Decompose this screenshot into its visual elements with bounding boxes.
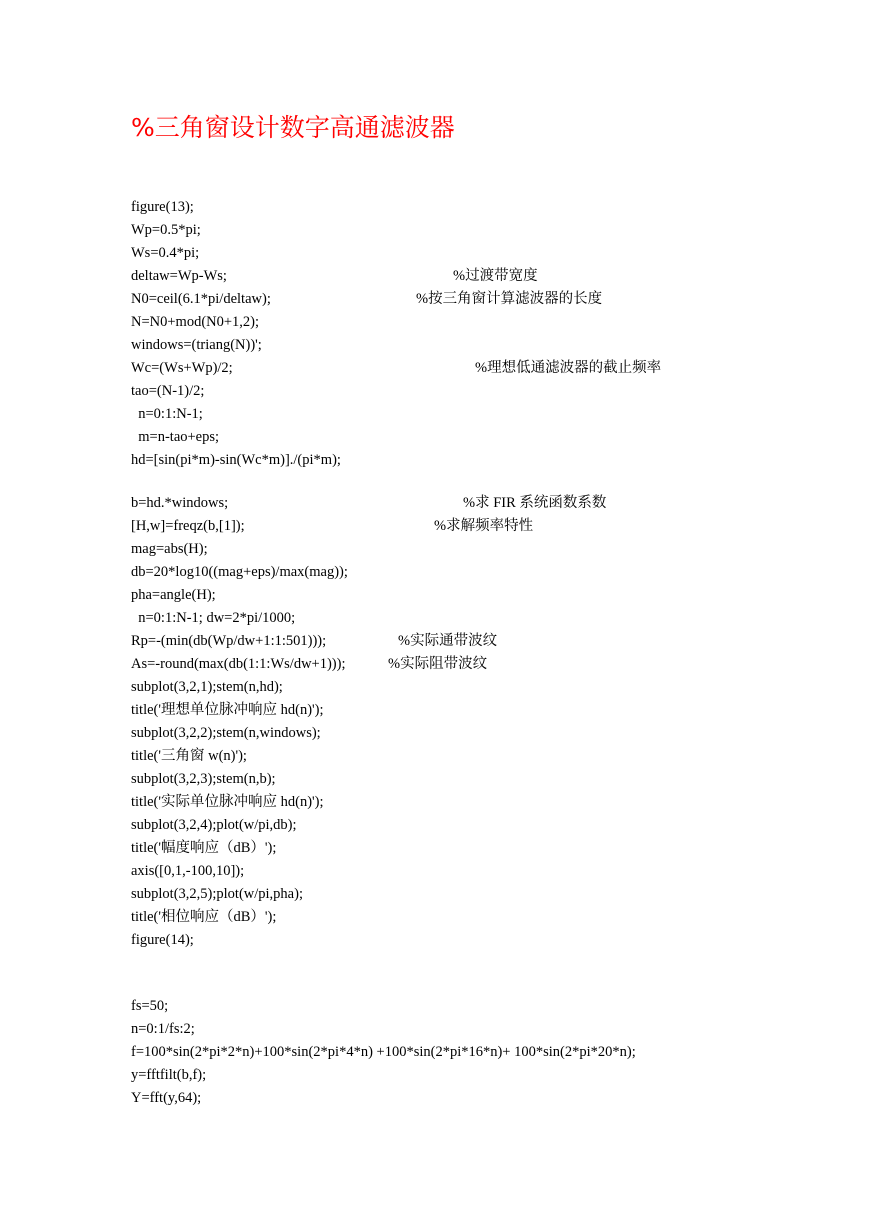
code-line: subplot(3,2,4);plot(w/pi,db); [131, 817, 297, 833]
code-line: deltaw=Wp-Ws; [131, 268, 227, 284]
code-comment: %求 FIR 系统函数系数 [463, 495, 607, 511]
code-comment: %实际阻带波纹 [388, 656, 488, 672]
code-line: axis([0,1,-100,10]); [131, 863, 245, 879]
code-line: n=0:1/fs:2; [131, 1021, 195, 1037]
code-line: title('理想单位脉冲响应 hd(n)'); [131, 702, 324, 718]
code-comment: %过渡带宽度 [453, 268, 538, 284]
code-line: title('三角窗 w(n)'); [131, 748, 247, 764]
code-line: Wp=0.5*pi; [131, 222, 201, 238]
code-comment: %按三角窗计算滤波器的长度 [416, 291, 603, 307]
code-line: subplot(3,2,5);plot(w/pi,pha); [131, 886, 303, 902]
code-comment: %实际通带波纹 [398, 633, 498, 649]
code-line: m=n-tao+eps; [131, 429, 220, 445]
code-line: figure(14); [131, 932, 194, 948]
code-line: windows=(triang(N))'; [131, 337, 262, 353]
code-line: f=100*sin(2*pi*2*n)+100*sin(2*pi*4*n) +100*sin(2*pi*16*n)+ 100*sin(2*pi*20*n); [131, 1044, 636, 1060]
code-line: pha=angle(H); [131, 587, 216, 603]
code-line: [H,w]=freqz(b,[1]); [131, 518, 245, 534]
code-line: Y=fft(y,64); [131, 1090, 202, 1106]
code-line: title('实际单位脉冲响应 hd(n)'); [131, 794, 324, 810]
code-line: Ws=0.4*pi; [131, 245, 200, 261]
code-line: Wc=(Ws+Wp)/2; [131, 360, 233, 376]
code-line: hd=[sin(pi*m)-sin(Wc*m)]./(pi*m); [131, 452, 341, 468]
code-line: subplot(3,2,1);stem(n,hd); [131, 679, 283, 695]
code-line: Rp=-(min(db(Wp/dw+1:1:501))); [131, 633, 327, 649]
document-title: %三角窗设计数字高通滤波器 [131, 113, 455, 142]
code-line: tao=(N-1)/2; [131, 383, 205, 399]
code-line: N0=ceil(6.1*pi/deltaw); [131, 291, 271, 307]
code-line: As=-round(max(db(1:1:Ws/dw+1))); [131, 656, 346, 672]
code-comment: %求解频率特性 [434, 518, 534, 534]
code-line: N=N0+mod(N0+1,2); [131, 314, 260, 330]
code-line: title('幅度响应（dB）'); [131, 840, 277, 856]
code-line: y=fftfilt(b,f); [131, 1067, 207, 1083]
code-line: mag=abs(H); [131, 541, 208, 557]
code-line: subplot(3,2,2);stem(n,windows); [131, 725, 321, 741]
code-line: n=0:1:N-1; [131, 406, 203, 422]
code-line: title('相位响应（dB）'); [131, 909, 277, 925]
code-line: b=hd.*windows; [131, 495, 229, 511]
code-line: fs=50; [131, 998, 169, 1014]
code-line: figure(13); [131, 199, 194, 215]
code-line: subplot(3,2,3);stem(n,b); [131, 771, 276, 787]
code-line: db=20*log10((mag+eps)/max(mag)); [131, 564, 348, 580]
code-line: n=0:1:N-1; dw=2*pi/1000; [131, 610, 296, 626]
code-comment: %理想低通滤波器的截止频率 [475, 360, 662, 376]
